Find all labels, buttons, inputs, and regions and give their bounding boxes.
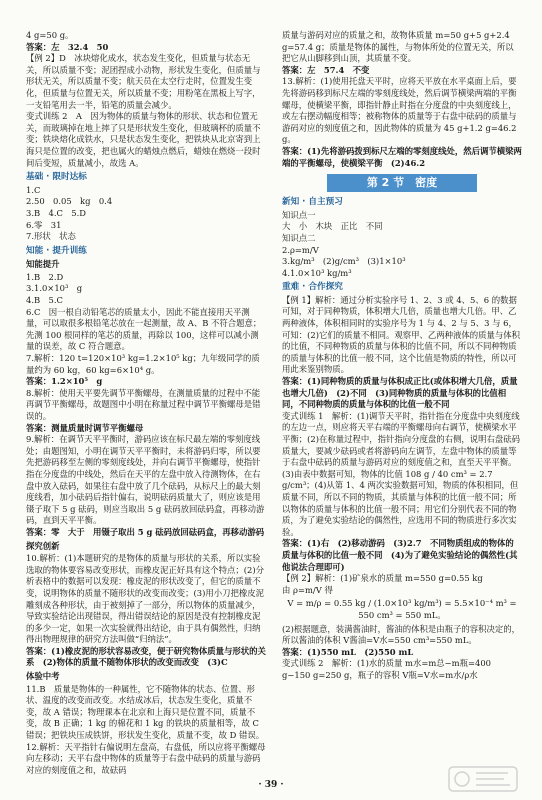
text-line: 12.解析：天平指针右偏说明左盘高，右盘低，所以应将平衡螺母向左移动；天平右盘中物体的质量等于右盘中砝码的质量与游码对应的刻度值之和，故砝码 [26, 741, 266, 775]
text-line: 知识点一 [282, 209, 316, 220]
section-heading: 体验中考 [26, 671, 60, 682]
text-line: 4.B 5.C [26, 295, 63, 306]
right-column [282, 30, 522, 681]
text-line: (2)根据题意，装满酱油时，酱油的体积是由瓶子的容积决定的，所以酱油的体积 V酱油=V水=550 cm³=550 mL。 [282, 623, 520, 646]
text-line: 变式训练 2 解析：(1)水的质量 m水=m总−m瓶=400 g−150 g=250 g，瓶子的容积 V瓶=V水=m水/ρ水 [282, 658, 492, 680]
text-line: 11.B 质量是物体的一种属性，它不随物体的状态、位置、形状、温度的改变而改变。水结成冰后，状态发生变化，质量不变，故 A 错误；物理课本在北京和上海只是位置不同，质量不变，故 B 正确；1 kg 的棉花和 1 kg 的铁块的质量相等，故 C 错误；把铁块压成铁饼，形状发生变化，质量不变，故 D 错误。 [26, 683, 265, 741]
text-line: 9.解析：在调节天平平衡时，游码应该在标尺最左端的零刻度线处；由题图知，小明在调节天平平衡时，未将游码归零，所以要先把游码移至左侧的零刻度线处，并向右调节平衡螺母，使指针指在分度盘的中线处，然后在天平的左盘中放入待测物体，在右盘中放入砝码，如果往右盘中放了几个砝码，从标尺上的最大刻度线看，加小砝码后指针偏右，说明砝码质量大了，则应该是用镊子取下 5 g 砝码，则应当取出 5 g 砝码放回砝码盒，再移动游码，直到天平平衡。 [26, 434, 265, 526]
text-line: 答案：左 57.4 不变 [282, 64, 370, 75]
text-line: 6.零 31 [26, 219, 62, 230]
right-bottom-section [282, 197, 522, 681]
text-line: 【例 1】解析：通过分析实验序号 1、2、3 或 4、5、6 的数据可知，对于同种物质，体积增大几倍，质量也增大几倍。甲、乙两种液体，体积相同时的实验序号为 1 与 4、2 与 5、3 与 6，可知：(2)它们的质量不相同。观察甲、乙两种液体的质量与体积的比值，不同种物质的质量与体积的比值不同，所以不同种物质的质量与体积的比值一般不同，这个比值是物质的特性，所以可用此来鉴别物质。 [282, 294, 520, 375]
text-line: 7.解析：120 t=120×10³ kg=1.2×10⁵ kg；九年级同学的质量约为 60 kg，60 kg=6×10⁴ g。 [26, 353, 260, 375]
text-line: 答案：(1)橡皮泥的形状容易改变，便于研究物体质量与形状的关系 (2)物体的质量不随物体形状的改变而改变 (3)C [26, 645, 266, 668]
text-line: 【例 2】解析：(1)矿泉水的质量 m=550 g=0.55 kg [282, 573, 483, 584]
watermark-logo-icon [448, 766, 518, 792]
text-line: 大 小 木块 正比 不同 [282, 221, 383, 232]
text-line: 答案：测量质量时调节平衡螺母 [26, 422, 144, 433]
text-line: 10.解析：(1)本题研究的是物体的质量与形状的关系，所以实验选取的物体要容易改变形状，而橡皮泥正好具有这个特点；(2)分析表格中的数据可以发现：橡皮泥的形状改变了，但它的质量不变，说明物体的质量不随形状的改变而改变；(3)用小刀把橡皮泥雕刻成各种形状，由于被刻掉了一部分，所以物体的质量减少，导致实验结论出现错误，得出错误结论的原因是没有控制橡皮泥的多少一定，如果一次实验就得出结论，由于具有偶然性，归纳得出物理规律的研究方法叫做“归纳法”。 [26, 553, 264, 645]
text-line: 4.1.0×10³ kg/m³ [282, 267, 352, 278]
left-column [26, 30, 266, 776]
page-number: · 39 · [258, 780, 284, 790]
text-line: (3)由表中数据可知，物体的比值 108 g / 40 cm³ = 2.7 g/cm³；(4)从第 1、4 两次实验数据可知，物质的体积相同，但质量不同，所以不同的物质，其质量与体积的比值一般不同；所以物体的质量与体积的比值一般不同；用它们分别代表不同的物质，为了避免实验结论的偶然性，应选用不同的物质进行多次实验。 [282, 468, 519, 537]
text-line: 答案：(1)同种物质的质量与体积成正比(或体积增大几倍，质量也增大几倍) (2)不同 (3)同种物质的质量与体积的比值相同，不同种物质的质量与体积的比值一般不同 [282, 376, 518, 410]
section-heading: 知能 · 提升训练 [26, 245, 87, 256]
text-line: 答案：左 32.4 50 [26, 41, 109, 52]
text-line: 4 g=50 g。 [26, 30, 74, 40]
text-line: 答案：(1)先将游码拨到标尺左端的零刻度线处，然后调节横梁两端的平衡螺母，使横梁平衡 (2)46.2 [282, 145, 522, 168]
text-line: 7.形状 状态 [26, 231, 76, 242]
section-banner: 第 2 节 密度 [327, 174, 477, 192]
text-line: 2.50 0.05 kg 0.4 [26, 196, 113, 207]
text-line: 知识点二 [282, 232, 316, 243]
text-line: 变式训练 1 解析：(1)调节天平时，指针指在分度盘中央刻度线的左边一点，则应将天平右端的平衡螺母向右调节，使横梁水平平衡；(2)在称量过程中，指针指向分度盘的右侧，说明右盘砝码质量大，要减少砝码或者将游码向左调节，左盘中物体的质量等于右盘中砝码的质量与游码对应的刻度值之和，直至天平平衡。 [282, 410, 520, 468]
section-heading: 基础 · 限时达标 [26, 172, 87, 183]
text-line: 3.B 4.C 5.D [26, 207, 86, 218]
text-line: 13.解析：(1)使用托盘天平时，应将天平放在水平桌面上后，要先将游码移到标尺左端的零刻度线处，然后调节横梁两端的平衡螺母，使横梁平衡，即指针静止时指在分度盘的中央刻度线上，或左右摆动幅度相等；被称物体的质量等于右盘中砝码的质量与游码对应的刻度值之和，因此物体的质量为 45 g+1.2 g=46.2 g。 [282, 76, 517, 145]
text-line: 变式训练 2 A 因为物体的质量与物体的形状、状态和位置无关，而玻璃掉在地上摔了只是形状发生变化，但玻璃杯的质量不变；铁块熔化成铁水，只是状态发生变化，把铁块从北京寄到上海只是位置的改变，把也属火的蜡烛点燃后，蜡烛在燃烧一段时间后变短，质量减小，故选 A。 [26, 111, 261, 168]
section-heading: 知能提升 [26, 259, 60, 270]
text-line: 答案：零 大于 用镊子取出 5 g 砝码放回砝码盒，再移动游码 [26, 526, 265, 537]
text-line: 1.C [26, 184, 41, 195]
right-top-section [282, 30, 522, 169]
text-line: 8.解析：使用天平要先调节平衡螺母，在测量质量的过程中不能再调节平衡螺母，故题图中小明在称量过程中调节平衡螺母是错误的。 [26, 387, 261, 421]
text-line: 由 ρ=m/V 得 [282, 584, 333, 595]
text-line: 答案：(1)550 mL (2)550 mL [282, 646, 414, 657]
text-line: 3.1.0×10³ g [26, 283, 83, 294]
text-line: 2.ρ=m/V [282, 244, 319, 255]
text-line: 【例 2】D 冰块熔化成水，状态发生变化，但质量与状态无关，所以质量不变；泥团捏成小动物，形状发生变化，但质量与形状无关，所以质量不变；航天员在太空行走时，位置发生变化，但质量与位置无关，所以质量不变；用粉笔在黑板上写字，一支铅笔用去一半，铅笔的质量会减少。 [26, 53, 261, 110]
text-line: 答案：1.2×10⁵ g [26, 376, 103, 387]
text-line: V = m/ρ = 0.55 kg / (1.0×10³ kg/m³) = 5.5×10⁻⁴ m³ = 550 cm³ = 550 mL。 [287, 598, 517, 620]
text-line: 答案：(1)右 (2)移动游码 (3)2.7 不同物质组成的物体的质量与体积的比值一般不同 (4)为了避免实验结论的偶然性(其他说法合理即可) [282, 538, 518, 572]
section-heading: 重难 · 合作探究 [282, 282, 343, 293]
section-heading: 探究创新 [26, 540, 60, 551]
text-line: 质量与游码对应的质量之和，故物体质量 m=50 g+5 g+2.4 g=57.4 g；质量是物体的属性，与物体所处的位置无关，所以把它从山脚移到山顶，其质量不变。 [282, 30, 514, 64]
text-line: 3.kg/m³ (2)g/cm³ (3)1×10³ [282, 256, 406, 267]
text-line: 6.C 因一根自动铅笔芯的质量太小，因此不能直接用天平测量，可以取很多根铅笔芯放在一起测量，故 A、B 不符合题意；先测 100 根同样的笔芯的质量，再除以 100，这样可以减小测量的误差，故 C 符合题意。 [26, 306, 262, 352]
text-line: 1.B 2.D [26, 271, 64, 282]
section-heading: 新知 · 自主预习 [282, 197, 343, 208]
